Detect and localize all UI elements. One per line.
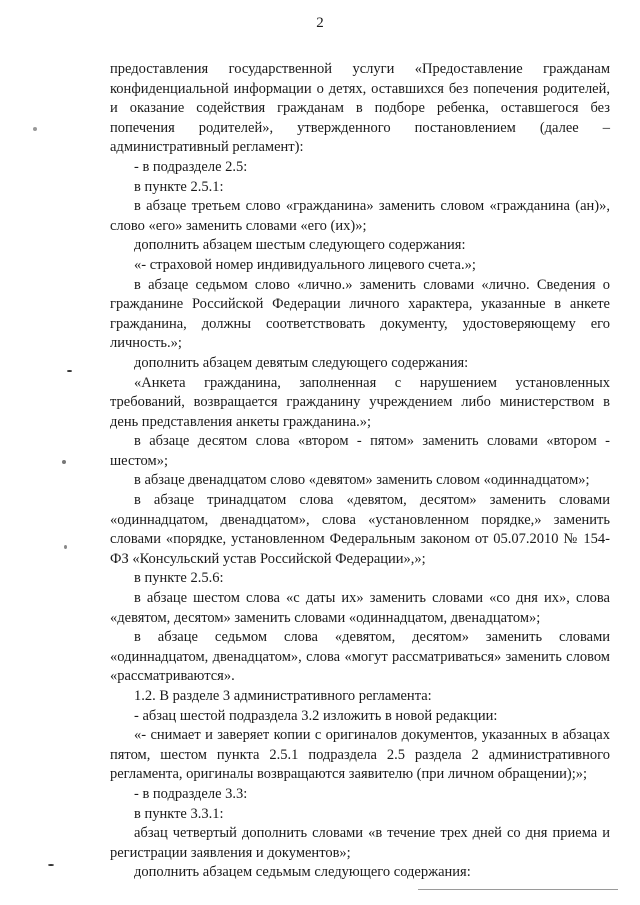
scan-speck — [62, 460, 66, 464]
document-body — [110, 60, 610, 883]
paragraph: - в подразделе 2.5: — [134, 158, 248, 175]
paragraph: «Анкета гражданина, заполненная с нарушением установленных требований, возвращается гражданину учреждением либо министерством в день представления анкеты гражданина.»; — [110, 374, 610, 430]
paragraph: в абзаце седьмом слова «девятом, десятом» заменить словами «одиннадцатом, двенадцатом», слова «могут рассматриваться» заменить словом «рассматриваются». — [110, 629, 610, 685]
paragraph: в абзаце десятом слова «втором - пятом» заменить словами «втором - шестом»; — [110, 433, 610, 469]
paragraph: в абзаце двенадцатом слово «девятом» заменить словом «одиннадцатом»; — [134, 472, 590, 489]
paragraph: в абзаце шестом слова «с даты их» заменить словами «со дня их», слова «девятом, десятом» заменить словами «одиннадцатом, двенадцатом»; — [110, 590, 610, 626]
page-number: 2 — [316, 15, 324, 31]
scan-speck — [64, 545, 67, 549]
paragraph: в пункте 3.3.1: — [134, 805, 224, 822]
paragraph: «- страховой номер индивидуального лицевого счета.»; — [134, 256, 476, 273]
scan-speck — [33, 127, 37, 131]
paragraph: - в подразделе 3.3: — [134, 785, 248, 802]
paragraph: дополнить абзацем девятым следующего содержания: — [134, 354, 469, 371]
paragraph: дополнить абзацем седьмым следующего содержания: — [134, 864, 471, 881]
paragraph: предоставления государственной услуги «Предоставление гражданам конфиденциальной информации о детях, оставшихся без попечения родителей, и оказание содействия гражданам в подборе ребенка, оставшегося без попечения родителей», утвержденного постановлением (далее – административный регламент): — [110, 61, 610, 156]
paragraph: абзац четвертый дополнить словами «в течение трех дней со дня приема и регистрации заявления и документов»; — [110, 825, 610, 861]
paragraph: в пункте 2.5.1: — [134, 178, 224, 195]
paragraph: в абзаце третьем слово «гражданина» заменить словом «гражданина (ан)», слово «его» заменить словами «его (их)»; — [110, 198, 610, 234]
paragraph: «- снимает и заверяет копии с оригиналов документов, указанных в абзацах пятом, шестом пункта 2.5.1 подраздела 2.5 раздела 2 административного регламента, оригиналы возвращаются заявителю (при личном обращении);»; — [110, 727, 610, 783]
bottom-rule — [418, 889, 618, 890]
paragraph: в абзаце седьмом слово «лично.» заменить словами «лично. Сведения о гражданине Российской Федерации личного характера, указанные в анкете гражданина, должны соответствовать документу, удостоверяющему его личность.»; — [110, 276, 610, 352]
paragraph: дополнить абзацем шестым следующего содержания: — [134, 237, 466, 254]
paragraph: - абзац шестой подраздела 3.2 изложить в новой редакции: — [134, 707, 498, 724]
paragraph: в абзаце тринадцатом слова «девятом, десятом» заменить словами «одиннадцатом, двенадцатом», слова «установленном порядке,» заменить словами «порядке, установленном Федеральным законом от 05.07.2010 № 154-ФЗ «Консульский устав Российской Федерации»,»; — [110, 492, 610, 567]
paragraph: в пункте 2.5.6: — [134, 570, 224, 587]
paragraph: 1.2. В разделе 3 административного регламента: — [134, 688, 432, 704]
scan-speck — [67, 370, 72, 372]
scan-speck — [48, 864, 54, 866]
